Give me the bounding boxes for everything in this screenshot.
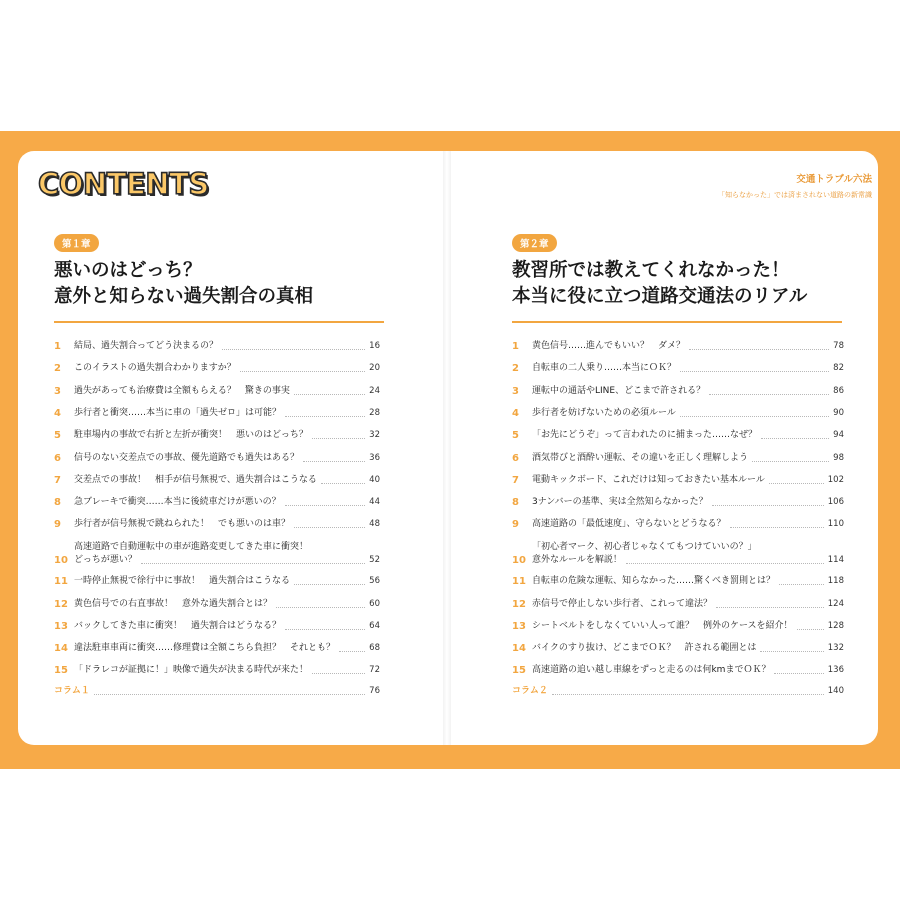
toc-entry-number: 2 [512,363,519,375]
toc-entry[interactable] [54,429,380,442]
toc-entry[interactable] [54,362,380,375]
toc-page-number: 48 [369,519,380,530]
toc-leader-dots [285,416,365,417]
toc-entry-text: 交差点での事故！ 相手が信号無視で、過失割合はこうなる [74,474,317,485]
toc-leader-dots [689,349,829,350]
toc-leader-dots [294,584,365,585]
toc-page-number: 68 [369,643,380,654]
toc-entry[interactable] [54,664,380,677]
toc-entry-text: 黄色信号での右直事故！ 意外な過失割合とは？ [74,598,273,609]
chapter-divider [512,321,842,323]
toc-leader-dots [222,349,365,350]
toc-entry-number: 5 [512,430,519,442]
toc-column-entry[interactable] [512,685,844,698]
toc-entry-text: バイクのすり抜け、どこまでＯＫ？ 許される範囲とは [532,643,757,654]
toc-entry-number: 13 [54,620,68,632]
toc-page-number: 86 [833,385,844,396]
toc-entry-number: 1 [512,341,519,352]
toc-entry[interactable] [512,474,844,487]
toc-entry-text: 信号のない交差点での事故、優先道路でも過失はある？ [74,452,300,463]
toc-entry-text: 歩行者が信号無視で跳ねられた！ でも悪いのは車？ [74,519,291,530]
toc-entry[interactable] [512,620,844,633]
toc-entry[interactable] [54,541,380,567]
toc-leader-dots [680,371,829,372]
toc-entry-number: 3 [512,385,519,397]
toc-leader-dots [769,483,824,484]
toc-entry-text: 自転車の危険な運転、知らなかった……驚くべき罰則とは？ [532,576,776,587]
toc-leader-dots [321,483,365,484]
toc-entry[interactable] [512,496,844,509]
toc-entry[interactable] [512,340,844,353]
chapter-title-line: 本当に役に立つ道路交通法のリアル [512,286,808,307]
toc-entry[interactable] [512,362,844,375]
toc-entry-number: 13 [512,620,526,632]
toc-page-number: 94 [833,430,844,441]
toc-entry[interactable] [512,407,844,420]
toc-leader-dots [285,629,365,630]
toc-entry[interactable] [512,642,844,655]
toc-leader-dots [294,394,365,395]
book-subtitle: 「知らなかった」では済まされない道路の新常識 [718,191,872,199]
toc-leader-dots [760,651,823,652]
toc-entry-text: 結局、過失割合ってどう決まるの？ [74,341,219,351]
toc-page-number: 20 [369,363,380,374]
toc-entry-text: 過失があっても治療費は全額もらえる？ 驚きの事実 [74,385,290,396]
toc-leader-dots [716,607,824,608]
toc-leader-dots [552,694,824,695]
toc-entry-number: 15 [512,665,526,677]
toc-entry[interactable] [512,598,844,611]
toc-page-number: 136 [827,665,844,676]
toc-entry-number: 11 [54,576,68,588]
toc-entry-number: 9 [54,519,61,531]
toc-entry[interactable] [512,429,844,442]
chapter-title-line: 教習所では教えてくれなかった！ [512,260,790,281]
toc-entry-text-line: 「初心者マーク、初心者じゃなくてもつけていいの？」 [532,541,757,552]
toc-entry-text: 高速道路の「最低速度」、守らないとどうなる？ [532,519,726,530]
toc-entry-number: 10 [512,554,526,566]
toc-entry-text: 「ドラレコが証拠に！」映像で過失が決まる時代が来た！ [74,665,309,676]
toc-entry-number: 12 [512,598,526,610]
toc-page-number: 124 [827,598,844,609]
toc-entry-text-line: 意外なルールを解説！ [532,554,622,565]
book-title: 交通トラブル六法 [796,174,872,185]
toc-entry-text: 電動キックボード、これだけは知っておきたい基本ルール [532,474,765,485]
toc-entry-number: 5 [54,430,61,442]
toc-entry-text: 歩行者を妨げないための必須ルール [532,407,676,418]
toc-entry[interactable] [54,598,380,611]
toc-entry-number: 4 [512,407,519,419]
toc-leader-dots [303,461,365,462]
toc-entry[interactable] [54,620,380,633]
contents-heading: CONTENTS [38,167,209,201]
toc-page-number: 56 [369,576,380,587]
toc-leader-dots [240,371,365,372]
toc-entry[interactable] [54,642,380,655]
chapter-title-line: 悪いのはどっち？ [54,260,202,281]
toc-page-number: 78 [833,341,844,351]
toc-page-number: 60 [369,598,380,609]
toc-entry-number: 14 [512,643,526,655]
toc-entry-number: 8 [512,497,519,509]
toc-entry-number: 7 [54,474,61,486]
toc-entry[interactable] [512,575,844,588]
toc-page-number: 114 [827,554,844,565]
toc-entry-number: 1 [54,341,61,352]
toc-entry-text [532,541,844,567]
toc-entry-number: 8 [54,497,61,509]
toc-entry[interactable] [54,407,380,420]
toc-entry-text: シートベルトをしなくていい人って誰？ 例外のケースを紹介！ [532,620,793,631]
toc-entry-text: 自転車の二人乗り……本当にＯＫ？ [532,363,677,374]
toc-entry[interactable] [54,518,380,531]
toc-leader-dots [680,416,829,417]
toc-entry-text: 駐車場内の事故で右折と左折が衝突！ 悪いのはどっち？ [74,430,308,441]
toc-entry-number: 15 [54,665,68,677]
toc-page-number: 102 [827,474,844,485]
toc-entry-text: 違法駐車車両に衝突……修理費は全額こちら負担？ それとも？ [74,643,336,654]
toc-page-number: 40 [369,474,380,485]
toc-entry-number: 12 [54,598,68,610]
toc-page-number: 64 [369,620,380,631]
chapter-badge: 第２章 [512,234,557,252]
toc-entry-number: 4 [54,407,61,419]
toc-entry-text: 黄色信号……進んでもいい？ ダメ？ [532,341,686,351]
toc-column-label: コラム１ [54,685,90,696]
toc-page-number: 128 [827,620,844,631]
toc-entry-text: バックしてきた車に衝突！ 過失割合はどうなる？ [74,620,282,631]
toc-entry-text: 高速道路の追い越し車線をずっと走るのは何kmまでＯＫ？ [532,665,771,676]
toc-column-label: コラム２ [512,685,548,696]
toc-page-number: 140 [827,685,844,696]
toc-entry-number: 7 [512,474,519,486]
toc-page-number: 106 [827,497,844,508]
toc-page-number: 24 [369,385,380,396]
toc-page-number: 98 [833,452,844,463]
toc-page-number: 32 [369,430,380,441]
toc-entry-text: 「お先にどうぞ」って言われたのに捕まった……なぜ？ [532,430,758,441]
toc-leader-dots [761,438,829,439]
toc-page-number: 76 [369,685,380,696]
toc-entry-text-line: どっちが悪い？ [74,554,137,565]
toc-page-number: 44 [369,497,380,508]
chapter-title [54,258,384,310]
chapter-1-header [54,232,384,323]
toc-entry-text: このイラストの過失割合わかりますか？ [74,363,236,374]
toc-page-number: 72 [369,665,380,676]
toc-entry-text: 一時停止無視で徐行中に事故！ 過失割合はこうなる [74,576,291,587]
toc-entry-text [74,541,380,567]
toc-entry[interactable] [54,340,380,353]
book-title-block [718,171,872,200]
toc-page-number: 28 [369,407,380,418]
toc-entry[interactable] [512,664,844,677]
toc-entry[interactable] [512,385,844,398]
toc-leader-dots [312,438,365,439]
toc-leader-dots [779,584,824,585]
toc-entry-text: 運転中の通話やLINE、どこまで許される？ [532,385,706,396]
toc-entry[interactable] [54,575,380,588]
toc-leader-dots [626,563,824,564]
toc-entry[interactable] [512,452,844,465]
toc-entry-number: 6 [512,452,519,464]
toc-column-entry[interactable] [54,685,380,698]
toc-leader-dots [294,527,365,528]
chapter-title [512,258,842,310]
toc-entry-number: 9 [512,519,519,531]
toc-page-number: 52 [369,554,380,565]
toc-leader-dots [94,694,365,695]
toc-leader-dots [752,461,829,462]
toc-entry-text: 急ブレーキで衝突……本当に後続車だけが悪いの？ [74,497,281,508]
toc-leader-dots [774,673,823,674]
toc-entry-text-line: 高速道路で自動運転中の車が進路変更してきた車に衝突！ [74,541,309,552]
toc-entry-number: 3 [54,385,61,397]
toc-page-number: 118 [827,576,844,587]
book-gutter [443,151,451,745]
toc-leader-dots [285,505,366,506]
toc-leader-dots [730,527,824,528]
toc-entry-text: 歩行者と衝突……本当に車の「過失ゼロ」は可能？ [74,407,282,418]
toc-entry[interactable] [54,496,380,509]
toc-page-number: 36 [369,452,380,463]
toc-leader-dots [712,505,824,506]
chapter-badge: 第１章 [54,234,99,252]
toc-leader-dots [141,563,365,564]
toc-leader-dots [339,651,365,652]
chapter-2-header [512,232,842,323]
toc-page-number: 132 [827,643,844,654]
toc-entry[interactable] [54,474,380,487]
toc-entry-number: 14 [54,643,68,655]
chapter-title-line: 意外と知らない過失割合の真相 [54,286,314,307]
toc-leader-dots [709,394,829,395]
toc-page-number: 90 [833,407,844,418]
chapter-divider [54,321,384,323]
toc-entry[interactable] [54,452,380,465]
toc-leader-dots [276,607,365,608]
toc-page-number: 110 [827,519,844,530]
toc-entry-number: 10 [54,554,68,566]
toc-entry-number: 11 [512,576,526,588]
toc-page-number: 82 [833,363,844,374]
toc-page-number: 16 [369,341,380,351]
toc-entry-text: 酒気帯びと酒酔い運転、その違いを正しく理解しよう [532,452,749,463]
toc-entry-number: 2 [54,363,61,375]
toc-entry[interactable] [512,518,844,531]
toc-entry[interactable] [54,385,380,398]
toc-entry-number: 6 [54,452,61,464]
toc-entry-text: 赤信号で停止しない歩行者、これって違法？ [532,598,713,609]
toc-entry-text: 3ナンバーの基準、実は全然知らなかった？ [532,497,708,508]
toc-entry[interactable] [512,541,844,567]
toc-leader-dots [312,673,365,674]
toc-leader-dots [797,629,824,630]
